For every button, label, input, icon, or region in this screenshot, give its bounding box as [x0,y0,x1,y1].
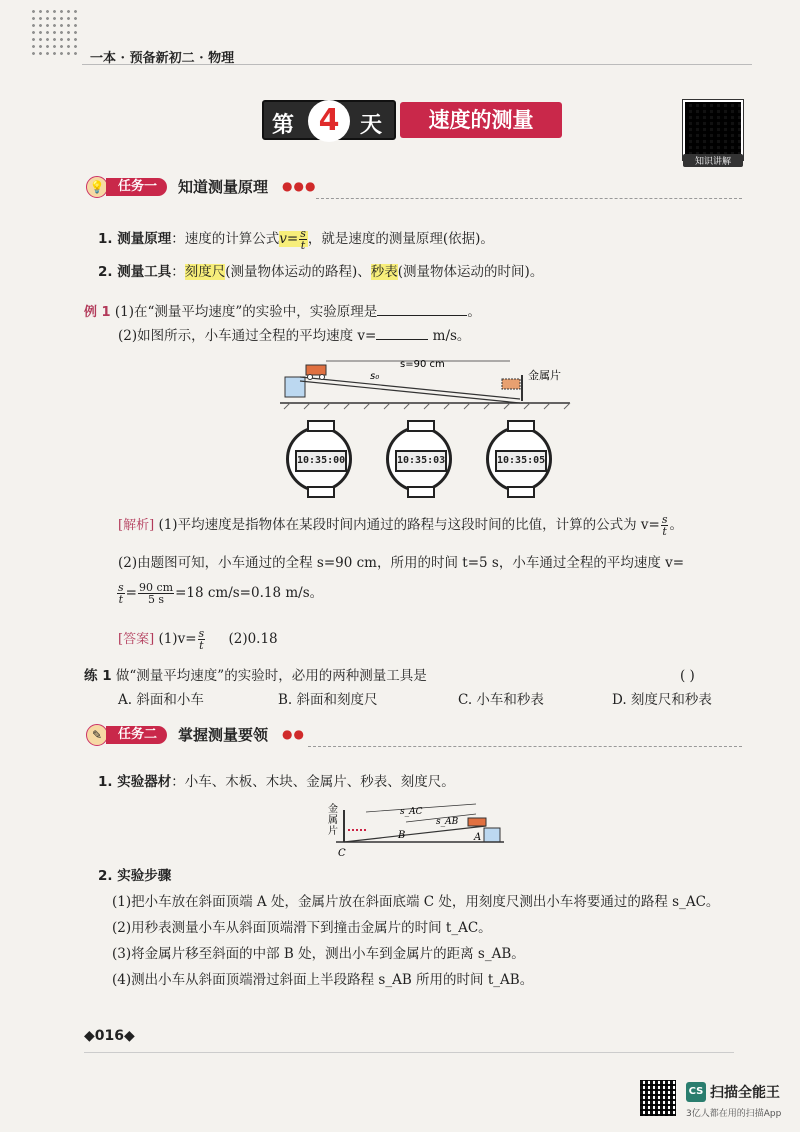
tools-line [98,262,543,282]
fig2-b-label: B [398,830,406,841]
analysis-text-1: (1)平均速度是指物体在某段时间内通过的路程与这段时间的比值，计算的公式为 v= [158,517,660,533]
analysis-end: 。 [669,517,683,533]
frac-num: s [118,581,124,594]
frac-den: t [118,593,124,606]
day-number-box [262,100,396,140]
equipment-line [98,772,455,792]
fig2-sac-label: s_AC [400,807,423,817]
day-prefix: 第 [272,113,295,138]
analysis-tag: [解析] [118,518,155,533]
stopwatch-3 [486,418,552,498]
option-b[interactable]: B. 斜面和刻度尺 [278,692,378,708]
frac-num: s [661,513,668,526]
stopwatch-1 [286,418,352,498]
step-2: (2)用秒表测量小车从斜面顶端滑下到撞击金属片的时间 t_AC。 [112,920,492,936]
example1-q1-text: (1)在“测量平均速度”的实验中，实验原理是 [114,304,378,320]
fig2-incline [344,826,486,842]
calc-fraction-1 [117,582,125,605]
step-1: (1)把小车放在斜面顶端 A 处，金属片放在斜面底端 C 处，用刻度尺测出小车将要通过的路程 s_AC。 [112,894,720,910]
principle-text-a: ：速度的计算公式 [171,231,280,247]
example1-q1 [84,302,481,323]
stopwatch-face [486,426,552,492]
fig2-cart-icon [468,818,486,826]
analysis-fraction [661,514,669,537]
camscanner-name: 扫描全能王 [710,1085,780,1101]
watch-lug-bottom [307,486,335,498]
ground-hatch [284,403,570,409]
cart-end-icon [502,379,520,389]
task2-tag: 任务二 [106,726,167,744]
scanner-qr-icon [640,1080,676,1116]
task1-tag: 任务一 [106,178,167,196]
analysis-line-2: (2)由题图可知，小车通过的全程 s=90 cm，所用的时间 t=5 s，小车通过全程的平均速度 v= [118,555,685,571]
incline-board [300,377,520,399]
example-label: 例 1 [84,305,111,320]
calc-eq: = [125,585,137,601]
watch-lug-bottom [407,486,435,498]
principle-line [98,228,494,251]
option-a[interactable]: A. 斜面和小车 [118,692,204,708]
frac-num: 90 cm [138,581,174,594]
answer-tag: [答案] [118,632,155,647]
cart-icon [306,365,326,375]
stopwatch-reading: 10:35:00 [295,450,347,472]
fig-metal-label: 金属片 [528,369,561,382]
decorative-dots [30,8,80,58]
calc-fraction-2 [138,582,174,605]
option-d[interactable]: D. 刻度尺和秒表 [612,692,712,708]
example1-q2-text: (2)如图所示，小车通过全程的平均速度 v= [118,328,377,344]
incline-figure-1 [280,355,580,415]
tool-stopwatch: 秒表 [370,264,398,280]
footer-divider [84,1052,734,1053]
stopwatch-reading: 10:35:05 [495,450,547,472]
steps-heading: 2. 实验步骤 [98,868,172,884]
camscanner-tagline: 3亿人都在用的扫描App [686,1109,782,1119]
tool-ruler: 刻度尺 [184,264,226,280]
principle-label: 1. 测量原理 [98,231,172,247]
steps-label [98,866,171,886]
qr-label: 知识讲解 [683,154,743,167]
task1-header [86,176,742,198]
fig2-c-label: C [338,848,346,859]
book-header: 一本 · 预备新初二 · 物理 [90,51,235,66]
tools-text-b: (测量物体运动的时间)。 [397,264,544,280]
task2-title: 掌握测量要领 [178,726,269,744]
example1-q2-unit: m/s。 [432,328,471,344]
calc-result: =18 cm/s=0.18 m/s。 [175,585,324,601]
stopwatch-face [386,426,452,492]
analysis-line-3 [116,582,323,605]
equipment-label: 1. 实验器材 [98,774,172,790]
answer-part-1: (1)v= [158,631,197,647]
choice-paren[interactable]: ( ) [680,668,695,684]
frac-den: t [662,525,667,538]
watch-lug-top [407,420,435,432]
incline-figure-2 [326,800,506,862]
day-number: 4 [308,100,350,142]
stopwatch-face [286,426,352,492]
task1-rule [316,198,742,199]
answer-part-2: (2)0.18 [228,631,278,647]
watch-lug-bottom [507,486,535,498]
analysis-line-1 [118,514,683,537]
practice-label: 练 1 [84,668,112,684]
frac-den: t [199,639,204,652]
stopwatch-2 [386,418,452,498]
formula-v: v [279,231,287,247]
cart-wheel [320,375,325,380]
step-4: (4)测出小车从斜面顶端滑过斜面上半段路程 s_AB 所用的时间 t_AB。 [112,972,534,988]
equipment-text: ：小车、木板、木块、金属片、秒表、刻度尺。 [171,774,455,790]
frac-den: 5 s [147,593,165,606]
tools-text-a: (测量物体运动的路程)、 [225,264,371,280]
watch-lug-top [307,420,335,432]
answer-fraction [198,628,206,651]
fig-s0-label: s₀ [370,371,380,382]
camscanner-logo-icon: CS [686,1082,706,1102]
difficulty-drops-icon: ●●● [282,179,317,193]
qr-code-icon[interactable] [683,100,743,160]
example1-q1-end: 。 [467,304,481,320]
option-c[interactable]: C. 小车和秒表 [458,692,544,708]
answer-blank-2[interactable] [376,339,428,340]
frac-num: s [300,227,306,240]
task1-title: 知道测量原理 [178,178,269,196]
frac-den: t [300,239,306,252]
support-block [285,377,305,397]
answer-line [118,628,278,651]
tools-colon: ： [171,264,185,280]
pen-icon: ✎ [86,724,108,746]
task2-rule [308,746,742,747]
example1-q2 [118,326,470,346]
step-3: (3)将金属片移至斜面的中部 B 处，测出小车到金属片的距离 s_AB。 [112,946,525,962]
fig2-block [484,828,500,842]
speed-formula [279,227,308,252]
task2-header [86,724,742,746]
fig-distance-label: s=90 cm [400,359,445,370]
formula-fraction [299,228,307,251]
difficulty-drops-icon: ●● [282,727,305,741]
header-divider [82,64,752,65]
fig2-sab-label: s_AB [436,817,459,827]
practice1-text: 做“测量平均速度”的实验时，必用的两种测量工具是 [115,668,427,684]
tools-label: 2. 测量工具 [98,264,172,280]
stopwatch-reading: 10:35:03 [395,450,447,472]
practice1-question [84,666,427,686]
answer-blank-1[interactable] [377,315,467,316]
fig2-a-label: A [474,832,482,843]
incline-board-bottom [300,381,520,403]
cart-wheel [308,375,313,380]
day-title [262,100,562,140]
lightbulb-icon: 💡 [86,176,108,198]
frac-num: s [198,627,205,640]
formula-eq: = [286,231,299,247]
principle-text-b: ，就是速度的测量原理(依据)。 [307,231,494,247]
page-title: 速度的测量 [400,102,562,138]
watch-lug-top [507,420,535,432]
day-suffix: 天 [360,113,383,138]
fig2-metal-label: 金属片 [328,804,338,837]
page-number: ◆016◆ [84,1028,135,1044]
